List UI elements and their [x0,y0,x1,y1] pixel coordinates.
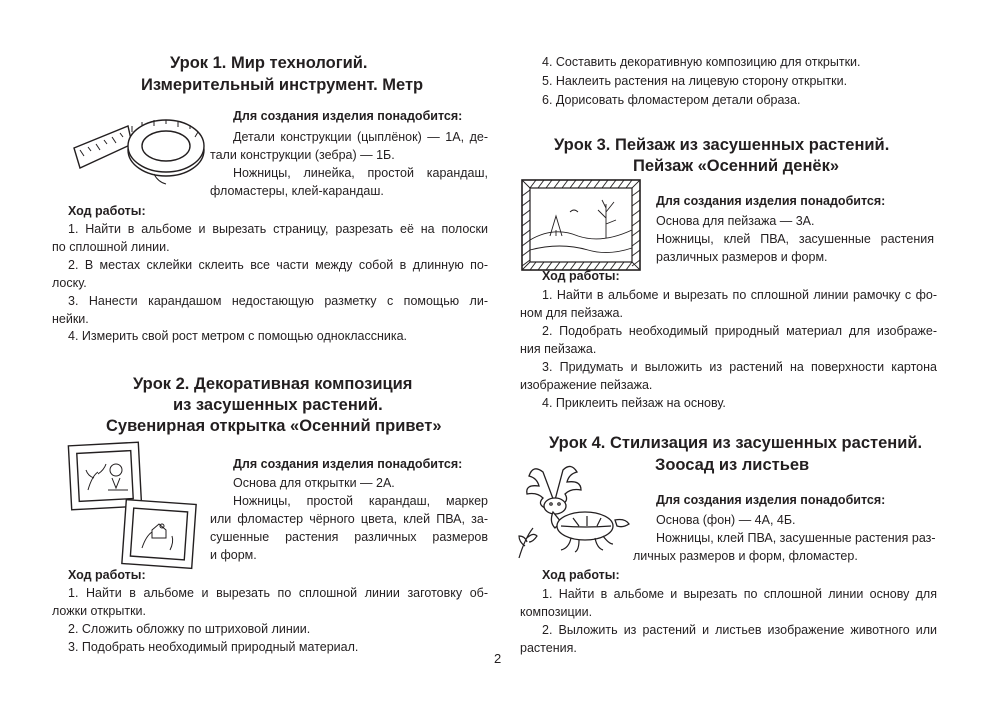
lesson-4-materials-header: Для создания изделия понадобится: [656,493,886,507]
lesson-3-materials-line-1: Основа для пейзажа — 3А. [656,214,815,228]
lesson-1-title-line-1: Урок 1. Мир технологий. [170,54,368,72]
lesson-2-step-line-5: 4. Составить декоративную композицию для открытки. [542,55,861,69]
lesson-2-step-line-1: 1. Найти в альбоме и вырезать по сплошной линии заготовку об- [68,586,488,600]
lesson-3-step-line-5: 3. Придумать и выложить из растений на поверхности картона [542,360,937,374]
lesson-3-step-line-7: 4. Приклеить пейзаж на основу. [542,396,726,410]
lesson-3-step-line-1: 1. Найти в альбоме и вырезать по сплошной линии рамочку с фо- [542,288,937,302]
lesson-2-step-line-3: 2. Сложить обложку по штриховой линии. [68,622,311,636]
lesson-2-materials-line-2: Ножницы, простой карандаш, маркер [233,494,488,508]
lesson-3-title-line-2: Пейзаж «Осенний денёк» [633,157,840,175]
lesson-4-step-line-2: композиции. [520,605,593,619]
lesson-1-step-line-1: 1. Найти в альбоме и вырезать страницу, разрезать её на полоски [68,222,488,236]
leaf-moose-illustration [515,460,637,560]
lesson-4-step-line-3: 2. Выложить из растений и листьев изображение животного или [542,623,937,637]
lesson-2-title-line-3: Сувенирная открытка «Осенний привет» [106,417,442,435]
lesson-1-step-line-7: 4. Измерить свой рост метром с помощью одноклассника. [68,329,408,343]
lesson-1-step-line-5: 3. Нанести карандашом недостающую разметку с помощью ли- [68,294,488,308]
lesson-2-step-line-2: ложки открытки. [52,604,146,618]
lesson-1-step-line-4: лоску. [52,276,87,290]
lesson-4-steps-header: Ход работы: [542,568,620,582]
lesson-3-materials-line-2: Ножницы, клей ПВА, засушенные растения [656,232,934,246]
lesson-2-materials-line-3: или фломастер чёрного цвета, клей ПВА, за- [210,512,488,526]
lesson-4-materials-line-3: личных размеров и форм, фломастер. [633,549,858,563]
lesson-3-step-line-3: 2. Подобрать необходимый природный материал для изображе- [542,324,937,338]
lesson-2-materials-line-5: и форм. [210,548,257,562]
postcards-illustration [66,438,198,570]
landscape-illustration [520,178,642,272]
lesson-3-step-line-2: ном для пейзажа. [520,306,623,320]
lesson-2-step-line-4: 3. Подобрать необходимый природный материал. [68,640,359,654]
lesson-4-step-line-1: 1. Найти в альбоме и вырезать по сплошной линии основу для [542,587,937,601]
lesson-3-step-line-4: ния пейзажа. [520,342,597,356]
lesson-4-title-line-1: Урок 4. Стилизация из засушенных растений. [549,434,923,452]
lesson-1-step-line-3: 2. В местах склейки склеить все части между собой в длинную по- [68,258,488,272]
lesson-1-title-line-2: Измерительный инструмент. Метр [141,76,424,94]
lesson-3-title-line-1: Урок 3. Пейзаж из засушенных растений. [554,136,890,154]
tape-measure-illustration [70,104,210,190]
lesson-1-materials-header: Для создания изделия понадобится: [233,109,463,123]
lesson-4-step-line-4: растения. [520,641,577,655]
lesson-2-materials-line-4: сушенные растения различных размеров [210,530,488,544]
lesson-1-step-line-6: нейки. [52,312,89,326]
lesson-2-materials-line-1: Основа для открытки — 2А. [233,476,395,490]
lesson-1-step-line-2: по сплошной линии. [52,240,170,254]
lesson-4-materials-line-1: Основа (фон) — 4А, 4Б. [656,513,796,527]
lesson-4-materials-line-2: Ножницы, клей ПВА, засушенные растения раз- [656,531,936,545]
lesson-1-steps-header: Ход работы: [68,204,146,218]
lesson-1-materials-line-2: тали конструкции (зебра) — 1Б. [210,148,395,162]
lesson-2-step-line-6: 5. Наклеить растения на лицевую сторону открытки. [542,74,848,88]
page-number: 2 [494,651,502,666]
lesson-3-steps-header: Ход работы: [542,269,620,283]
lesson-2-step-line-7: 6. Дорисовать фломастером детали образа. [542,93,801,107]
lesson-2-materials-header: Для создания изделия понадобится: [233,457,463,471]
lesson-2-title-line-1: Урок 2. Декоративная композиция [133,375,413,393]
lesson-4-title-line-2: Зоосад из листьев [655,456,810,474]
lesson-3-materials-line-3: различных размеров и форм. [656,250,828,264]
lesson-2-steps-header: Ход работы: [68,568,146,582]
lesson-1-materials-line-3: Ножницы, линейка, простой карандаш, [233,166,488,180]
lesson-3-step-line-6: изображение пейзажа. [520,378,653,392]
lesson-1-materials-line-1: Детали конструкции (цыплёнок) — 1А, де- [233,130,488,144]
lesson-1-materials-line-4: фломастеры, клей-карандаш. [210,184,384,198]
lesson-2-title-line-2: из засушенных растений. [173,396,383,414]
lesson-3-materials-header: Для создания изделия понадобится: [656,194,886,208]
